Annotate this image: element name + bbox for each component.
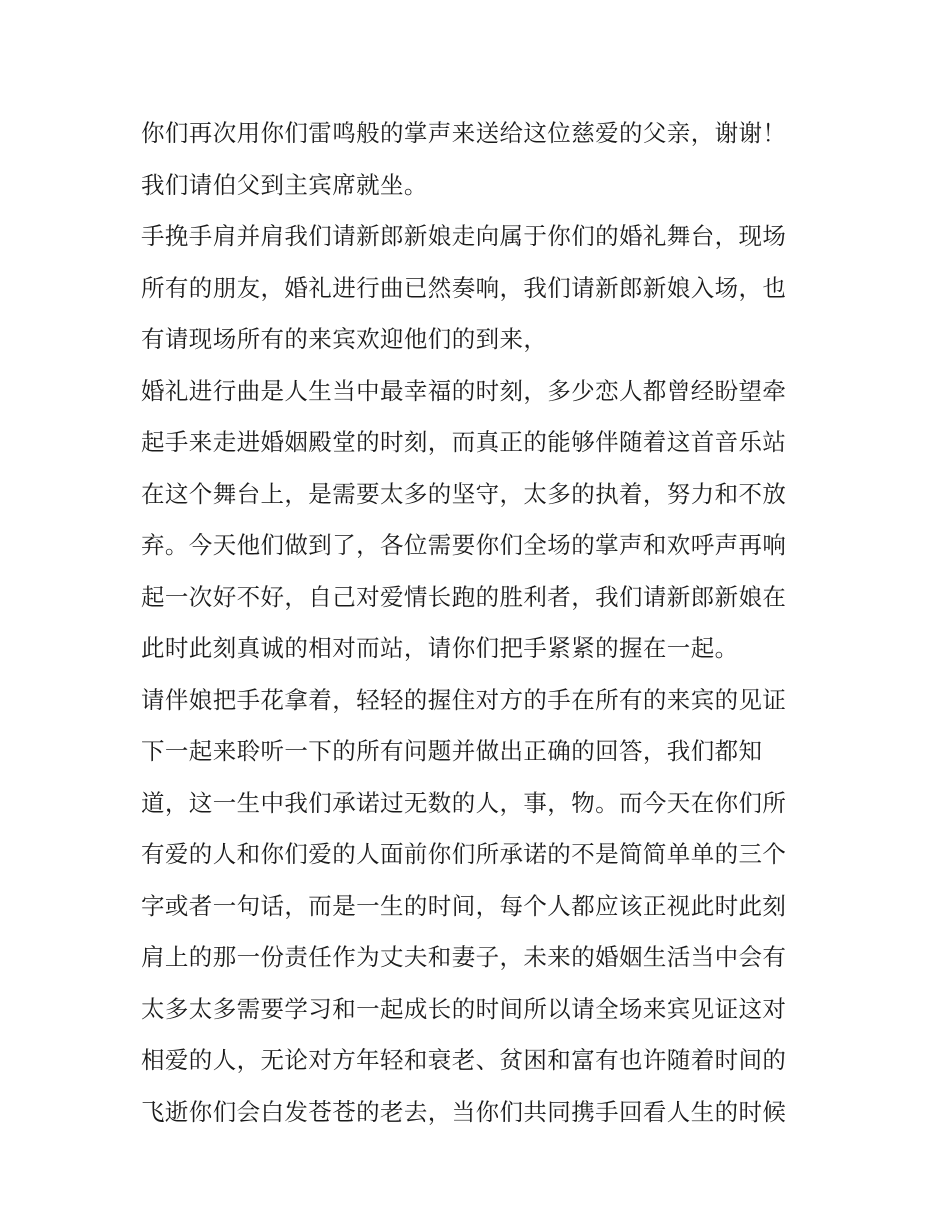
text-line: 在这个舞台上，是需要太多的坚守，太多的执着，努力和不放: [141, 479, 787, 508]
text-line: 起手来走进婚姻殿堂的时刻，而真正的能够伴随着这首音乐站: [141, 428, 787, 456]
text-line: 起一次好不好，自己对爱情长跑的胜利者，我们请新郎新娘在: [141, 582, 787, 611]
text-line: 此时此刻真诚的相对而站，请你们把手紧紧的握在一起。: [141, 634, 739, 662]
text-line: 字或者一句话，而是一生的时间，每个人都应该正视此时此刻: [141, 891, 787, 920]
text-line: 下一起来聆听一下的所有问题并做出正确的回答，我们都知: [141, 737, 763, 765]
text-line: 道，这一生中我们承诺过无数的人，事，物。而今天在你们所: [141, 788, 787, 817]
text-line: 有请现场所有的来宾欢迎他们的到来，: [141, 325, 548, 353]
text-line: 你们再次用你们雷鸣般的掌声来送给这位慈爱的父亲，谢谢！: [141, 119, 787, 147]
text-line: 弃。今天他们做到了，各位需要你们全场的掌声和欢呼声再响: [141, 531, 787, 559]
body-text: [141, 108, 821, 1138]
text-line: 相爱的人，无论对方年轻和衰老、贫困和富有也许随着时间的: [141, 1046, 787, 1074]
text-line: 请伴娘把手花拿着，轻轻的握住对方的手在所有的来宾的见证: [141, 685, 787, 714]
text-line: 飞逝你们会白发苍苍的老去，当你们共同携手回看人生的时候: [141, 1097, 787, 1126]
text-line: 手挽手肩并肩我们请新郎新娘走向属于你们的婚礼舞台，现场: [141, 222, 787, 250]
text-line: 婚礼进行曲是人生当中最幸福的时刻，多少恋人都曾经盼望牵: [141, 376, 787, 405]
text-line: 肩上的那一份责任作为丈夫和妻子，未来的婚姻生活当中会有: [141, 943, 787, 971]
text-line: 所有的朋友，婚礼进行曲已然奏响，我们请新郎新娘入场，也: [141, 273, 787, 302]
text-line: 太多太多需要学习和一起成长的时间所以请全场来宾见证这对: [141, 994, 787, 1023]
text-line: 我们请伯父到主宾席就坐。: [141, 170, 428, 199]
text-line: 有爱的人和你们爱的人面前你们所承诺的不是简简单单的三个: [141, 840, 787, 868]
